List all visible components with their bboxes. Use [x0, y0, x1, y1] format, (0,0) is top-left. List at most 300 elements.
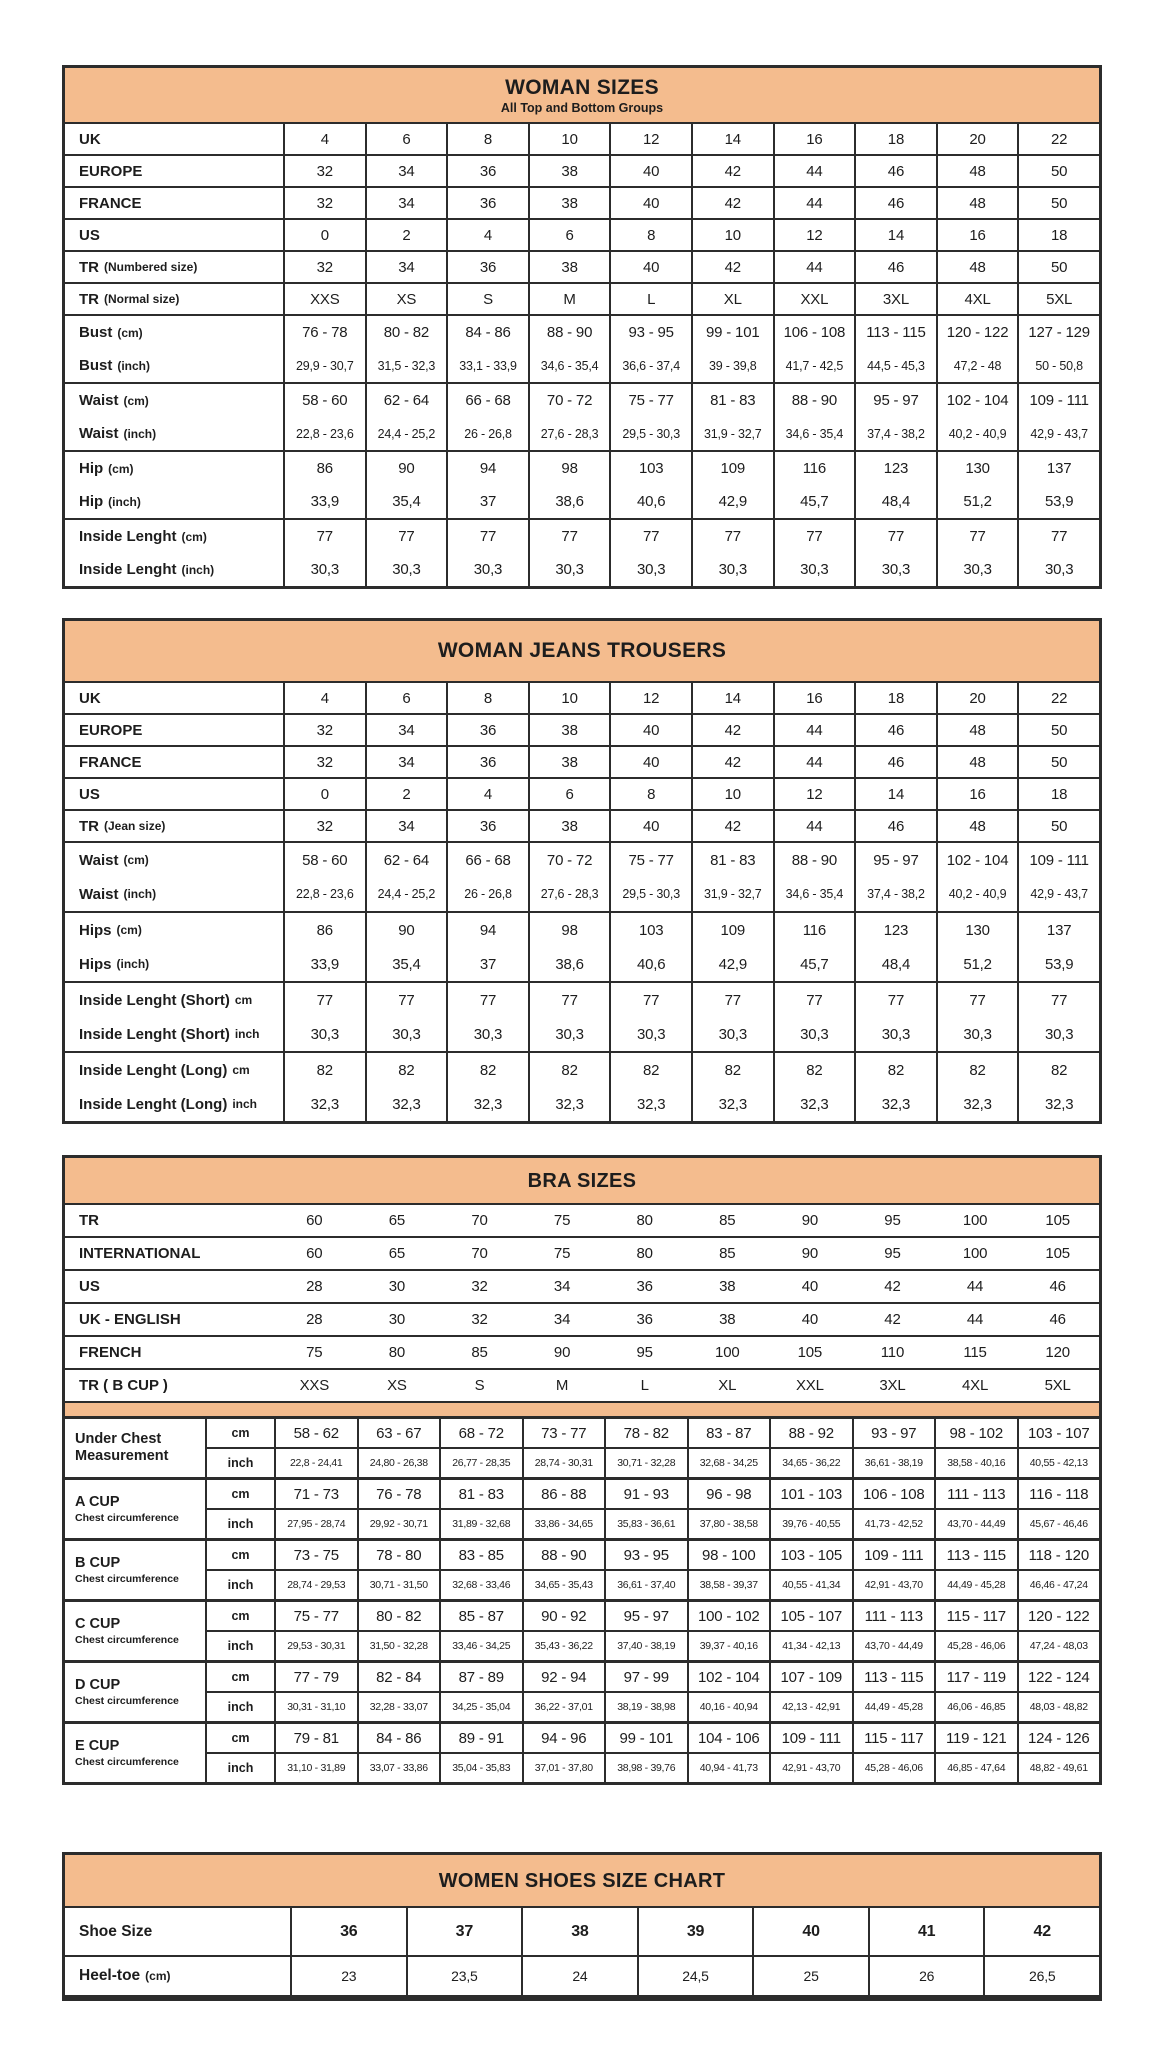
table-section [65, 518, 1099, 586]
size-cell: 42 [691, 252, 773, 282]
row-label [65, 1337, 273, 1368]
size-cell: 80 [388, 1344, 406, 1361]
cup-label-text: D CUP [75, 1677, 121, 1693]
size-cell: 87 - 89 [439, 1663, 522, 1691]
size-cell: 41 [868, 1908, 984, 1955]
size-cell: 42 [691, 715, 773, 745]
size-cell: 22 [1017, 124, 1099, 154]
size-cell: 34,65 - 36,22 [769, 1449, 852, 1477]
row-label [65, 1370, 273, 1401]
row-label [65, 1957, 290, 1995]
row-label-text: FRANCE [79, 194, 142, 212]
unit-cell: inch [227, 1456, 254, 1470]
size-cell: 34,6 - 35,4 [528, 349, 610, 382]
row-label-text: TR [79, 1212, 99, 1229]
shoes-size-body [65, 1908, 1099, 1995]
size-cell: 14 [691, 683, 773, 713]
size-cell: 80 - 82 [365, 316, 447, 349]
size-cell: 81 - 83 [439, 1480, 522, 1508]
size-cell: 109 - 111 [1017, 384, 1099, 417]
size-cell: 80 [636, 1212, 653, 1229]
row-label-text: TR ( B CUP ) [79, 1377, 168, 1394]
cup-rows [205, 1480, 1099, 1538]
size-cell: 93 - 95 [609, 316, 691, 349]
size-cell: 16 [773, 683, 855, 713]
size-cell: 45,67 - 46,46 [1017, 1510, 1100, 1538]
size-cell: 28 [306, 1278, 323, 1295]
size-cell: 62 - 64 [365, 843, 447, 877]
size-cell: 32,68 - 34,25 [687, 1449, 770, 1477]
table-row [65, 553, 1099, 586]
size-cell: 48,82 - 49,61 [1017, 1754, 1100, 1782]
cup-rows [205, 1663, 1099, 1721]
size-cell: 38 [719, 1311, 736, 1328]
size-cell: 95 [884, 1245, 901, 1262]
size-cell: 31,10 - 31,89 [274, 1754, 357, 1782]
size-cell: 77 [609, 983, 691, 1017]
size-cell: 0 [283, 779, 365, 809]
size-cell: 30,3 [365, 1017, 447, 1051]
size-cell: 90 - 92 [522, 1602, 605, 1630]
size-cell: 35,43 - 36,22 [522, 1632, 605, 1660]
cup-section [65, 1416, 1099, 1477]
table-section [65, 911, 1099, 981]
unit-cell: inch [227, 1761, 254, 1775]
size-cell: 77 [936, 983, 1018, 1017]
size-cell: 30,3 [854, 1017, 936, 1051]
unit-cell: inch [227, 1639, 254, 1653]
size-cell: 42,9 - 43,7 [1017, 417, 1099, 450]
row-label [65, 124, 283, 154]
size-cell: 48,4 [854, 947, 936, 981]
table-row [65, 1370, 1099, 1401]
size-cell: 46 [854, 188, 936, 218]
size-cell: 83 - 85 [439, 1541, 522, 1569]
size-cell: 3XL [879, 1377, 906, 1394]
size-cell: 42,91 - 43,70 [852, 1571, 935, 1599]
table-row [65, 715, 1099, 745]
size-cell: 27,95 - 28,74 [274, 1510, 357, 1538]
size-cell: 38,6 [528, 947, 610, 981]
row-label [65, 1304, 273, 1335]
size-cell: 5XL [1017, 284, 1099, 314]
size-cell: 30,3 [773, 1017, 855, 1051]
table-section [65, 154, 1099, 186]
size-cell: 100 [715, 1344, 740, 1361]
size-cell: 122 - 124 [1017, 1663, 1100, 1691]
table-section [65, 1302, 1099, 1335]
row-label [65, 384, 283, 417]
size-cell: 77 [936, 520, 1018, 553]
size-cell: 40 [609, 747, 691, 777]
row-label-text: Heel-toe [79, 1967, 141, 1984]
size-cell: 34,65 - 35,43 [522, 1571, 605, 1599]
size-cell: 93 - 95 [604, 1541, 687, 1569]
size-cell: 77 [446, 520, 528, 553]
cup-label-text: B CUP [75, 1555, 121, 1571]
size-cell: 82 - 84 [357, 1663, 440, 1691]
size-cell: 42,9 [691, 947, 773, 981]
shoes-size-title: WOMEN SHOES SIZE CHART [438, 1870, 726, 1892]
size-cell: 32,3 [609, 1087, 691, 1121]
size-cell: 50 [1017, 156, 1099, 186]
unit-cell: cm [231, 1670, 250, 1684]
size-cell: 65 [388, 1245, 406, 1262]
size-cell: 45,7 [773, 485, 855, 518]
table-row [65, 1271, 1099, 1302]
size-cell: 123 [854, 452, 936, 485]
unit-cell: inch [227, 1578, 254, 1592]
size-cell: 45,7 [773, 947, 855, 981]
size-cell: 62 - 64 [365, 384, 447, 417]
cup-row [207, 1691, 1099, 1721]
table-section [65, 250, 1099, 282]
size-cell: 48,03 - 48,82 [1017, 1693, 1100, 1721]
size-cell: 130 [936, 452, 1018, 485]
size-cell: 85 [719, 1245, 736, 1262]
size-cell: 38,6 [528, 485, 610, 518]
size-cell: 32,68 - 33,46 [439, 1571, 522, 1599]
size-cell: 48 [936, 252, 1018, 282]
row-label [65, 1053, 283, 1087]
size-cell: 20 [936, 124, 1018, 154]
size-cell: L [609, 284, 691, 314]
size-cell: 40 [609, 715, 691, 745]
size-cell: 124 - 126 [1017, 1724, 1100, 1752]
row-label [65, 1271, 273, 1302]
size-cell: 75 - 77 [609, 384, 691, 417]
size-cell: 30,3 [854, 553, 936, 586]
table-section [65, 1051, 1099, 1121]
size-cell: 73 - 75 [274, 1541, 357, 1569]
size-cell: 29,5 - 30,3 [609, 417, 691, 450]
row-label [65, 811, 283, 841]
size-cell: 31,89 - 32,68 [439, 1510, 522, 1538]
size-cell: 42 [884, 1311, 901, 1328]
size-cell: 42 [691, 747, 773, 777]
size-cell: 44 [773, 715, 855, 745]
size-cell: 77 - 79 [274, 1663, 357, 1691]
size-cell: 109 [691, 452, 773, 485]
size-cell: 88 - 92 [769, 1419, 852, 1447]
size-cell: 30,3 [528, 1017, 610, 1051]
size-cell: 103 - 105 [769, 1541, 852, 1569]
size-cell: 88 - 90 [773, 843, 855, 877]
size-cell: 103 - 107 [1017, 1419, 1100, 1447]
size-cell: 82 [854, 1053, 936, 1087]
size-cell: 88 - 90 [528, 316, 610, 349]
size-cell: 83 - 87 [687, 1419, 770, 1447]
cup-rows [205, 1541, 1099, 1599]
table-section [65, 745, 1099, 777]
size-cell: 41,7 - 42,5 [773, 349, 855, 382]
size-cell: 38,98 - 39,76 [604, 1754, 687, 1782]
cup-section [65, 1599, 1099, 1660]
size-cell: 37,80 - 38,58 [687, 1510, 770, 1538]
row-label-text: TR [79, 290, 99, 308]
row-label-text: TR [79, 258, 99, 276]
table-section [65, 777, 1099, 809]
size-cell: 44,49 - 45,28 [852, 1693, 935, 1721]
size-cell: 32 [283, 715, 365, 745]
size-cell: 84 - 86 [446, 316, 528, 349]
cup-label-text: A CUP [75, 1494, 120, 1510]
size-cell: 66 - 68 [446, 843, 528, 877]
size-cell: 38 [521, 1908, 637, 1955]
row-label-suffix: (cm) [123, 393, 149, 408]
row-label-suffix: (Jean size) [104, 819, 166, 833]
size-cell: 68 - 72 [439, 1419, 522, 1447]
table-row [65, 1337, 1099, 1368]
size-cell: 29,9 - 30,7 [283, 349, 365, 382]
table-section [65, 1335, 1099, 1368]
cup-label-text: C CUP [75, 1616, 121, 1632]
size-cell: 77 [283, 983, 365, 1017]
table-section [65, 314, 1099, 382]
bra-sizes-title: BRA SIZES [527, 1170, 637, 1192]
size-cell: 116 [773, 452, 855, 485]
size-cell: 40 [609, 156, 691, 186]
size-cell: 14 [691, 124, 773, 154]
row-label-suffix: (cm) [116, 923, 142, 937]
size-cell: 39 [637, 1908, 753, 1955]
size-cell: 4 [446, 779, 528, 809]
size-cell: 90 [365, 913, 447, 947]
size-cell: 0 [283, 220, 365, 250]
size-cell: 37,01 - 37,80 [522, 1754, 605, 1782]
unit-cell: cm [231, 1426, 250, 1440]
row-label-text: FRENCH [79, 1344, 142, 1361]
size-cell: 42,13 - 42,91 [769, 1693, 852, 1721]
row-label-text: Inside Lenght (Short) [79, 1025, 230, 1043]
table-row [65, 843, 1099, 877]
size-cell: 105 [1045, 1212, 1070, 1229]
woman-sizes-title: WOMAN SIZES [505, 76, 659, 99]
row-label-text: EUROPE [79, 162, 143, 180]
cup-label [65, 1602, 205, 1660]
size-cell: 35,4 [365, 485, 447, 518]
row-label-text: UK - ENGLISH [79, 1311, 181, 1328]
size-cell: 106 - 108 [852, 1480, 935, 1508]
jeans-trousers-header [65, 621, 1099, 683]
size-cell: 38,58 - 39,37 [687, 1571, 770, 1599]
size-cell: 6 [528, 220, 610, 250]
size-cell: 50 [1017, 188, 1099, 218]
size-cell: 102 - 104 [936, 384, 1018, 417]
size-cell: 90 [553, 1344, 571, 1361]
row-label-suffix: (cm) [123, 853, 149, 867]
size-cell: 88 - 90 [773, 384, 855, 417]
size-cell: 115 - 117 [934, 1602, 1017, 1630]
size-cell: XXL [773, 284, 855, 314]
cup-row [207, 1630, 1099, 1660]
unit-cell: inch [227, 1517, 254, 1531]
size-cell: 48 [936, 811, 1018, 841]
cup-row [207, 1752, 1099, 1782]
size-cell: 75 [553, 1245, 571, 1262]
size-cell: 36 [636, 1278, 653, 1295]
size-cell: 14 [854, 220, 936, 250]
size-cell: 8 [446, 124, 528, 154]
size-cell: 44 [773, 252, 855, 282]
size-cell: 46 [1049, 1311, 1066, 1328]
size-cell: 28 [306, 1311, 323, 1328]
cup-section [65, 1721, 1099, 1782]
size-cell: XXS [299, 1377, 329, 1394]
table-row [65, 1957, 1099, 1995]
table-section [65, 683, 1099, 713]
size-cell: 34 [365, 188, 447, 218]
size-cell: 70 [471, 1245, 488, 1262]
size-cell: 31,9 - 32,7 [691, 877, 773, 911]
row-label [65, 1238, 273, 1269]
size-cell: 4 [446, 220, 528, 250]
size-cell: 37,40 - 38,19 [604, 1632, 687, 1660]
cup-rows [205, 1602, 1099, 1660]
size-cell: 34,25 - 35,04 [439, 1693, 522, 1721]
size-cell: 36 [446, 715, 528, 745]
row-label-text: Bust [79, 324, 113, 341]
size-cell: 85 [471, 1344, 488, 1361]
size-cell: M [528, 284, 610, 314]
table-row [65, 485, 1099, 518]
size-cell: 80 [636, 1245, 653, 1262]
size-cell: 86 [283, 913, 365, 947]
cup-row [207, 1602, 1099, 1630]
size-cell: 81 - 83 [691, 384, 773, 417]
size-cell: 111 - 113 [934, 1480, 1017, 1508]
row-label [65, 913, 283, 947]
size-cell: 109 - 111 [769, 1724, 852, 1752]
size-cell: 29,53 - 30,31 [274, 1632, 357, 1660]
size-cell: 38 [528, 252, 610, 282]
table-row [65, 188, 1099, 218]
size-cell: 79 - 81 [274, 1724, 357, 1752]
size-cell: 12 [773, 220, 855, 250]
size-cell: 35,83 - 36,61 [604, 1510, 687, 1538]
size-cell: 118 - 120 [1017, 1541, 1100, 1569]
table-row [65, 284, 1099, 314]
size-cell: 10 [691, 220, 773, 250]
row-label-suffix: (Numbered size) [104, 260, 198, 274]
size-cell: 28,74 - 29,53 [274, 1571, 357, 1599]
size-cell: 75 - 77 [609, 843, 691, 877]
woman-sizes-table [62, 65, 1102, 589]
unit-cell: cm [231, 1487, 250, 1501]
table-section [65, 809, 1099, 841]
size-cell: 38 [719, 1278, 736, 1295]
cup-row [207, 1508, 1099, 1538]
row-label-suffix: (cm) [117, 325, 143, 340]
size-cell: 40 [752, 1908, 868, 1955]
size-cell: 85 [719, 1212, 736, 1229]
size-cell: 44 [773, 156, 855, 186]
size-cell: 30,3 [936, 553, 1018, 586]
cup-label [65, 1480, 205, 1538]
size-cell: 120 - 122 [936, 316, 1018, 349]
size-cell: 32 [283, 811, 365, 841]
size-cell: 40,94 - 41,73 [687, 1754, 770, 1782]
row-label-suffix: (inch) [116, 957, 150, 971]
size-cell: 44,49 - 45,28 [934, 1571, 1017, 1599]
size-cell: 100 - 102 [687, 1602, 770, 1630]
size-cell: 45,28 - 46,06 [852, 1754, 935, 1782]
cup-section [65, 1660, 1099, 1721]
size-cell: 95 - 97 [854, 843, 936, 877]
size-cell: 10 [528, 124, 610, 154]
table-row [65, 747, 1099, 777]
size-cell: 60 [306, 1212, 323, 1229]
unit-cell: cm [231, 1609, 250, 1623]
unit-cell: cm [231, 1548, 250, 1562]
size-cell: 77 [1017, 983, 1099, 1017]
row-label-text: Waist [79, 885, 119, 903]
cup-row [207, 1541, 1099, 1569]
row-label-suffix: cm [234, 993, 253, 1007]
size-cell: 31,50 - 32,28 [357, 1632, 440, 1660]
size-cell: 32 [283, 188, 365, 218]
size-cell: 36,22 - 37,01 [522, 1693, 605, 1721]
size-cell: 95 - 97 [604, 1602, 687, 1630]
row-label-suffix: (cm) [145, 1969, 171, 1983]
orange-divider [65, 1401, 1099, 1416]
cup-label-text: Under Chest Measurement [75, 1431, 169, 1464]
table-section [65, 382, 1099, 450]
row-label-text: Bust [79, 357, 113, 374]
row-label [65, 316, 283, 349]
row-label [65, 553, 283, 586]
row-label-text: Waist [79, 392, 119, 409]
size-cell: 3XL [854, 284, 936, 314]
row-label [65, 220, 283, 250]
size-cell: 34 [553, 1278, 571, 1295]
size-cell: 137 [1017, 452, 1099, 485]
size-cell: 32,28 - 33,07 [357, 1693, 440, 1721]
size-cell: 82 [446, 1053, 528, 1087]
size-cell: 32,3 [528, 1087, 610, 1121]
size-cell: 95 - 97 [854, 384, 936, 417]
size-cell: 137 [1017, 913, 1099, 947]
size-cell: 8 [609, 220, 691, 250]
size-cell: 105 - 107 [769, 1602, 852, 1630]
size-cell: 63 - 67 [357, 1419, 440, 1447]
size-cell: 42 [983, 1908, 1099, 1955]
size-cell: 40 [609, 252, 691, 282]
cup-label-text: E CUP [75, 1738, 120, 1754]
size-cell: 46 [854, 252, 936, 282]
size-cell: 37 [446, 485, 528, 518]
size-cell: 99 - 101 [691, 316, 773, 349]
size-cell: 106 - 108 [773, 316, 855, 349]
table-section [65, 282, 1099, 314]
size-cell: 26 - 26,8 [446, 877, 528, 911]
size-cell: 105 [1045, 1245, 1070, 1262]
size-cell: 77 [773, 983, 855, 1017]
row-label-suffix: (inch) [123, 887, 157, 901]
size-cell: 38,58 - 40,16 [934, 1449, 1017, 1477]
table-row [65, 124, 1099, 154]
row-label [65, 349, 283, 382]
row-label [65, 1908, 290, 1955]
size-cell: 77 [773, 520, 855, 553]
size-cell: XS [387, 1377, 407, 1394]
row-label [65, 683, 283, 713]
size-cell: 75 [306, 1344, 323, 1361]
size-cell: 30,3 [1017, 553, 1099, 586]
size-cell: 47,2 - 48 [936, 349, 1018, 382]
table-row [65, 877, 1099, 911]
size-cell: 46 [854, 715, 936, 745]
